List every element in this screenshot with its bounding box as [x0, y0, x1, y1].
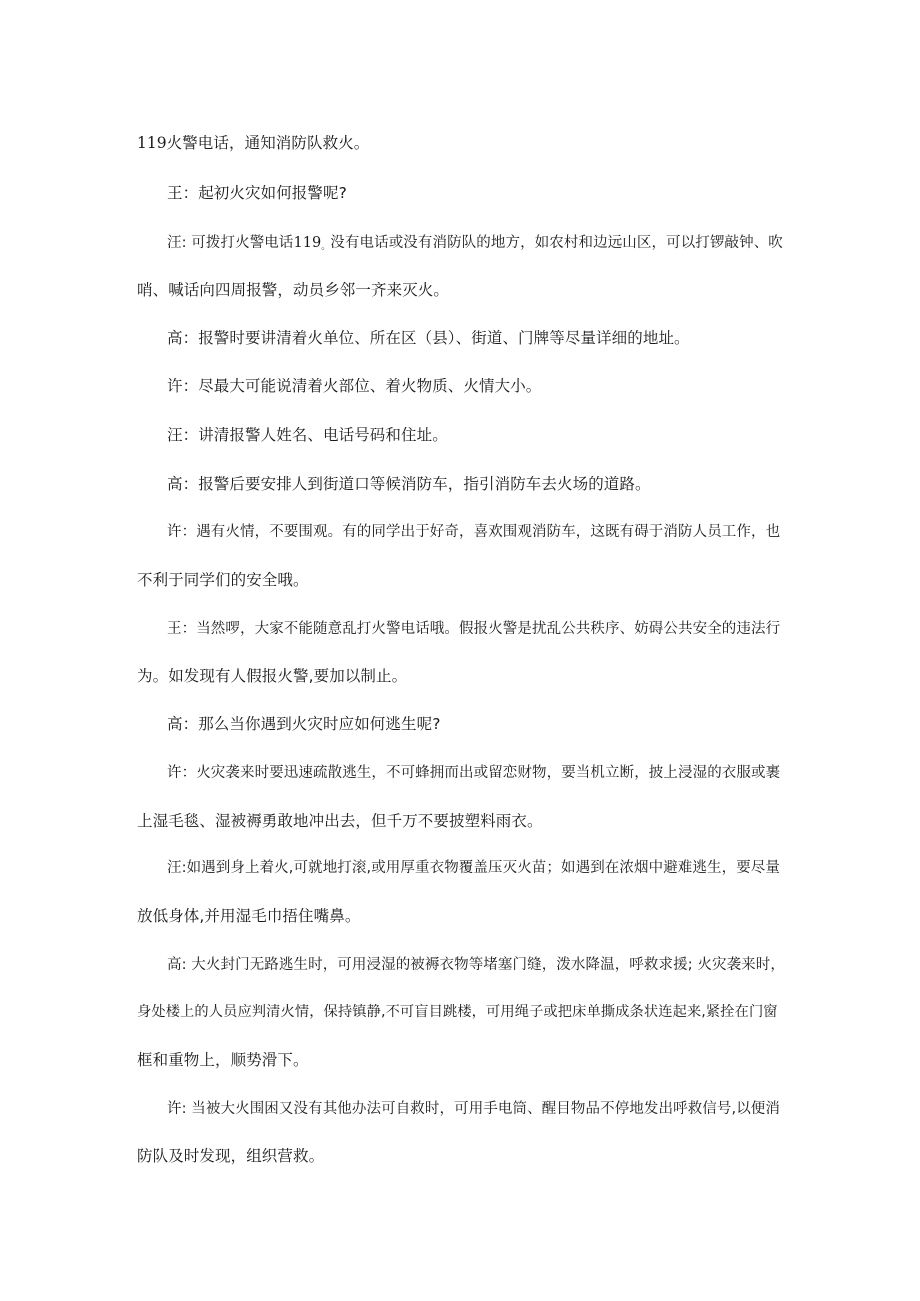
- paragraph-line: 高：报警时要讲清着火单位、所在区（县）、街道、门牌等尽量详细的地址。: [167, 329, 690, 347]
- paragraph-line: 许：尽最大可能说清着火部位、着火物质、火情大小。: [167, 377, 542, 395]
- paragraph-line: 汪: 可拨打火警电话$119_。$没有电话或没有消防队的地方，如农村和边远山区，可以打锣敲钟、吹: [167, 235, 783, 252]
- phone-number: 119: [137, 134, 167, 152]
- paragraph-line: 汪:如遇到身上着火,可就地打滚,或用厚重衣物覆盖压灭火苗；如遇到在浓烟中避难逃生，要尽量: [167, 860, 780, 876]
- paragraph-line: 许: 当被大火围困又没有其他办法可自救时，可用手电筒、醒目物品不停地发出呼救信号,以便消: [167, 1101, 780, 1117]
- phone-number: 119: [293, 235, 322, 251]
- paragraph-line: 框和重物上，顺势滑下。: [137, 1051, 309, 1069]
- paragraph-line: 不利于同学们的安全哦。: [137, 571, 309, 589]
- paragraph-line: 高：那么当你遇到火灾时应如何逃生呢?: [167, 715, 441, 733]
- paragraph-line: 119火警电话，通知消防队救火。: [137, 134, 370, 152]
- paragraph-line: 高: 大火封门无路逃生时，可用浸湿的被褥衣物等堵塞门缝，泼水降温，呼救求援; 火灾袭来时，: [167, 957, 785, 973]
- paragraph-line: 身处楼上的人员应判清火情，保持镇静,不可盲目跳楼，可用绳子或把床单撕成条状连起来,紧拴在门窗: [137, 1004, 778, 1020]
- paragraph-line: 防队及时发现，组织营救。: [137, 1147, 325, 1165]
- paragraph-line: 许：遇有火情，不要围观。有的同学出于好奇，喜欢围观消防车，这既有碍于消防人员工作，也: [167, 524, 781, 540]
- paragraph-line: 王：当然啰，大家不能随意乱打火警电话哦。假报火警是扰乱公共秩序、妨碍公共安全的违法行: [167, 621, 781, 637]
- paragraph-line: 王：起初火灾如何报警呢?: [167, 184, 347, 202]
- paragraph-line: 哨、喊话向四周报警，动员乡邻一齐来灭火。: [137, 281, 450, 299]
- paragraph-line: 放低身体,并用湿毛巾捂住嘴鼻。: [137, 907, 361, 925]
- paragraph-line: 许：火灾袭来时要迅速疏散逃生，不可蜂拥而出或留恋财物，要当机立断，披上浸湿的衣服或裹: [167, 765, 781, 781]
- paragraph-line: 高：报警后要安排人到街道口等候消防车，指引消防车去火场的道路。: [167, 475, 651, 493]
- paragraph-line: 为。如发现有人假报火警,要加以制止。: [137, 667, 408, 685]
- paragraph-line: 汪：讲清报警人姓名、电话号码和住址。: [167, 426, 448, 444]
- paragraph-line: 上湿毛毯、湿被褥勇敢地冲出去，但千万不要披塑料雨衣。: [137, 812, 543, 830]
